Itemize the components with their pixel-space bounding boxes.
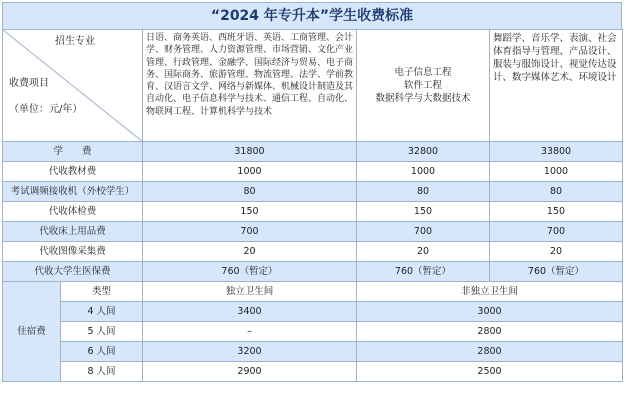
header-corner: [3, 30, 143, 142]
dorm-shared-value: 2800: [357, 342, 623, 362]
fee-value: 760（暂定）: [143, 262, 357, 282]
fee-item: 代收体检费: [3, 202, 143, 222]
fee-value: 700: [490, 222, 623, 242]
table-row: [3, 342, 623, 362]
dorm-room: 6 人间: [61, 342, 143, 362]
fee-table: [2, 29, 623, 382]
corner-items-label: 收费项目: [9, 78, 49, 89]
fee-value: 31800: [143, 142, 357, 162]
table-row: [3, 362, 623, 382]
corner-unit-label: （单位：元/年）: [9, 104, 83, 115]
table-row: [3, 202, 623, 222]
fee-value: 700: [357, 222, 490, 242]
fee-value: 760（暂定）: [490, 262, 623, 282]
header-row: [3, 30, 623, 142]
dorm-shared-value: 3000: [357, 302, 623, 322]
table-row: [3, 242, 623, 262]
dorm-private-header: 独立卫生间: [143, 282, 357, 302]
table-row: [3, 182, 623, 202]
dorm-private-value: 2900: [143, 362, 357, 382]
dorm-room: 8 人间: [61, 362, 143, 382]
fee-value: 1000: [490, 162, 623, 182]
fee-value: 80: [357, 182, 490, 202]
fee-value: 32800: [357, 142, 490, 162]
fee-value: 1000: [143, 162, 357, 182]
group2-majors: 电子信息工程 软件工程 数据科学与大数据技术: [357, 30, 490, 142]
fee-value: 20: [490, 242, 623, 262]
fee-value: 1000: [357, 162, 490, 182]
fee-item: 代收图像采集费: [3, 242, 143, 262]
table-row: [3, 222, 623, 242]
dorm-private-value: 3400: [143, 302, 357, 322]
dorm-header-row: [3, 282, 623, 302]
fee-item: 考试调频接收机（外校学生）: [3, 182, 143, 202]
fee-value: 20: [357, 242, 490, 262]
corner-majors-label: 招生专业: [55, 36, 95, 47]
dorm-shared-value: 2500: [357, 362, 623, 382]
group1-majors: 日语、商务英语、西班牙语、英语、工商管理、会计学、财务管理、人力资源管理、市场营销、文化产业管理、行政管理、金融学、国际经济与贸易、电子商务、国际商务、旅游管理、物流管理、法学、学前教育、汉语言文学、网络与新媒体、机械设计制造及其自动化、电子信息科学与技术、通信工程、自动化、物联网工程、计算机科学与技术: [143, 30, 357, 142]
fee-value: 20: [143, 242, 357, 262]
dorm-room: 5 人间: [61, 322, 143, 342]
fee-value: 33800: [490, 142, 623, 162]
dorm-private-value: 3200: [143, 342, 357, 362]
dorm-private-value: –: [143, 322, 357, 342]
fee-value: 760（暂定）: [357, 262, 490, 282]
table-row: [3, 262, 623, 282]
table-row: [3, 142, 623, 162]
fee-value: 150: [143, 202, 357, 222]
fee-value: 80: [143, 182, 357, 202]
dorm-shared-header: 非独立卫生间: [357, 282, 623, 302]
fee-item: 代收教材费: [3, 162, 143, 182]
fee-item: 代收大学生医保费: [3, 262, 143, 282]
page-title: “2024 年专升本”学生收费标准: [2, 2, 622, 29]
fee-item: 代收床上用品费: [3, 222, 143, 242]
fee-value: 150: [357, 202, 490, 222]
fee-table-container: [2, 2, 622, 406]
dorm-room: 4 人间: [61, 302, 143, 322]
fee-value: 80: [490, 182, 623, 202]
fee-item: 学 费: [3, 142, 143, 162]
group3-majors: 舞蹈学、音乐学、表演、社会体育指导与管理、产品设计、服装与服饰设计、视觉传达设计、数字媒体艺术、环境设计: [490, 30, 623, 142]
fee-value: 150: [490, 202, 623, 222]
table-row: [3, 162, 623, 182]
dorm-label: 住宿费: [3, 282, 61, 382]
fee-value: 700: [143, 222, 357, 242]
dorm-type-label: 类型: [61, 282, 143, 302]
table-row: [3, 302, 623, 322]
table-row: [3, 322, 623, 342]
dorm-shared-value: 2800: [357, 322, 623, 342]
